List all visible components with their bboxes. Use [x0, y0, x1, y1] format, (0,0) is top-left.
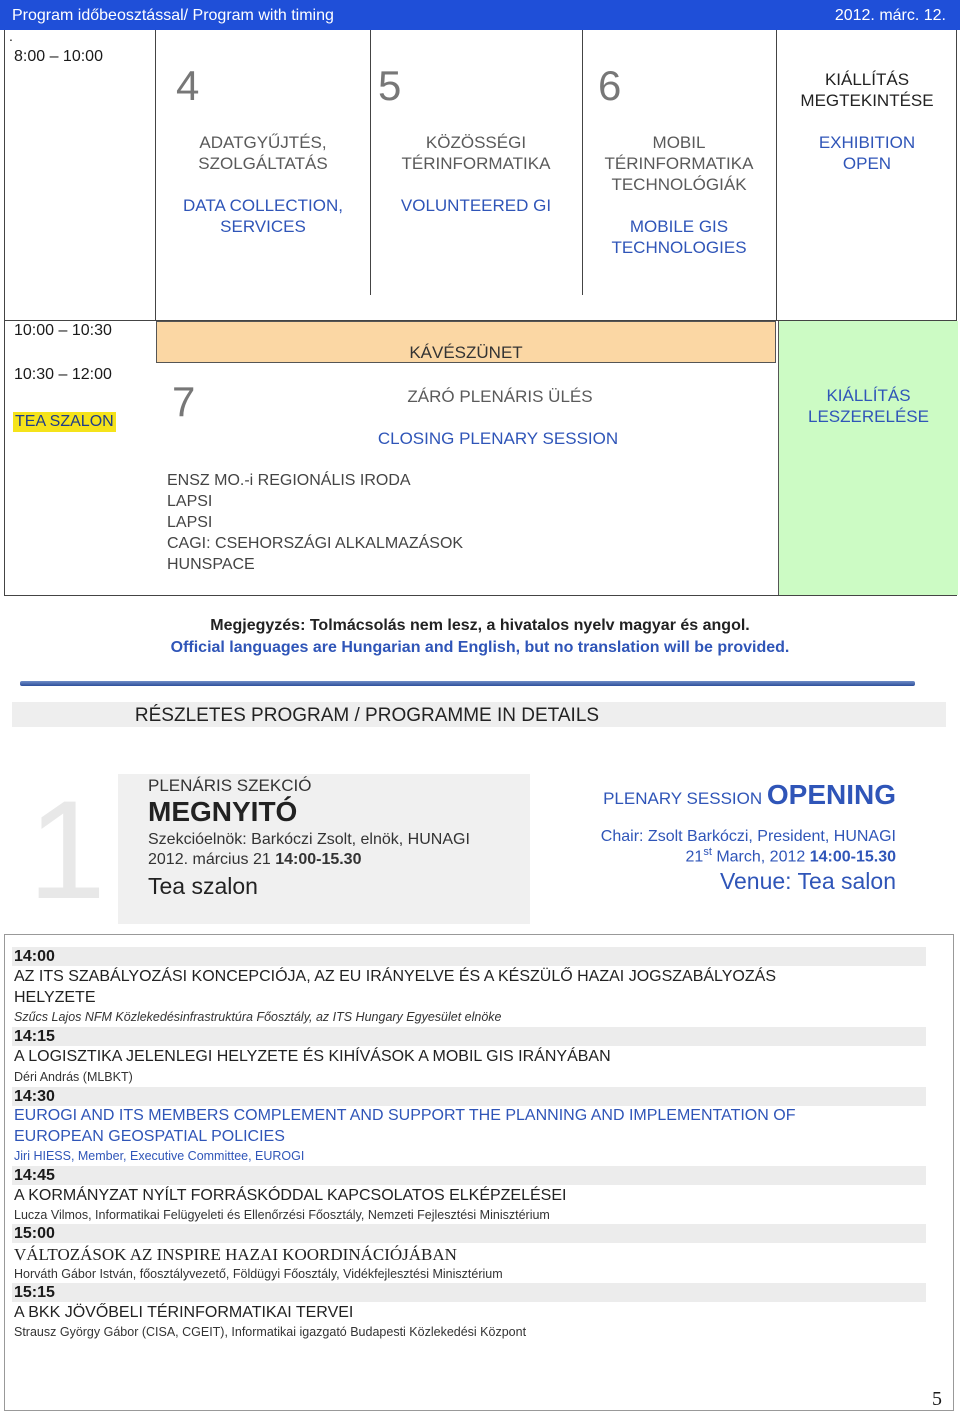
note-english: Official languages are Hungarian and English, but no translation will be provided.: [170, 639, 790, 656]
session-4-title-hu: [158, 132, 368, 174]
opening-hu-date-prefix: 2012. március 21: [148, 851, 276, 868]
dot-mark: .: [9, 28, 13, 44]
opening-en-heading: [540, 776, 896, 818]
closing-list-item: HUNSPACE: [167, 556, 255, 573]
session-5-hu-line2: TÉRINFORMATIKA: [401, 154, 551, 173]
session-number-5: 5: [378, 62, 402, 109]
session-6-en-line2: TECHNOLOGIES: [611, 238, 747, 257]
talk-time: 15:15: [14, 1284, 55, 1301]
session-number-4: 4: [176, 62, 200, 109]
talk-title: AZ ITS SZABÁLYOZÁSI KONCEPCIÓJA, AZ EU IRÁNYELVE ÉS A KÉSZÜLŐ HAZAI JOGSZABÁLYOZÁS: [14, 968, 776, 985]
session-6-hu-line1: MOBIL: [652, 133, 706, 152]
time-bar: [12, 1166, 926, 1185]
coffee-break-label: KÁVÉSZÜNET: [409, 343, 523, 362]
closing-list: [167, 470, 463, 575]
grid-border-left: [4, 30, 5, 595]
opening-en-venue: Venue: Tea salon: [719, 868, 896, 895]
details-title: RÉSZLETES PROGRAM / PROGRAMME IN DETAILS: [134, 705, 600, 726]
section-divider: [20, 681, 915, 686]
talk-title-cont: EUROPEAN GEOSPATIAL POLICIES: [14, 1128, 285, 1145]
grid-col-divider-4: [776, 30, 777, 320]
session-6-title-hu: [584, 132, 774, 195]
session-4-hu-line2: SZOLGÁLTATÁS: [198, 154, 328, 173]
talk-speaker: Lucza Vilmos, Informatikai Felügyeleti és Ellenőrzési Főosztály, Nemzeti Fejlesztési Minisztérium: [14, 1208, 550, 1222]
talk-time: 14:45: [14, 1167, 55, 1184]
grid-border-bottom: [4, 595, 957, 596]
session-5-en-line1: VOLUNTEERED GI: [400, 196, 552, 215]
talk-time: 14:30: [14, 1088, 55, 1105]
opening-en-time: 14:00-15.30: [809, 848, 896, 866]
talk-speaker: Strausz György Gábor (CISA, CGEIT), Informatikai igazgató Budapesti Közlekedési Központ: [14, 1325, 527, 1339]
opening-hu-label: PLENÁRIS SZEKCIÓ: [148, 776, 312, 795]
opening-en-label: PLENARY SESSION: [603, 789, 767, 808]
time-bar: [12, 1224, 926, 1243]
exhibition-close-label: [779, 385, 958, 427]
opening-en-day-suffix: st: [703, 846, 712, 858]
opening-hu-venue: Tea szalon: [148, 873, 258, 899]
note-hungarian: Megjegyzés: Tolmácsolás nem lesz, a hivatalos nyelv magyar és angol.: [210, 617, 750, 634]
coffee-break-bar: [156, 321, 776, 363]
closing-list-item: ENSZ MO.-i REGIONÁLIS IRODA: [167, 472, 411, 489]
talk-time: 14:15: [14, 1028, 55, 1045]
talk-title: A KORMÁNYZAT NYÍLT FORRÁSKÓDDAL KAPCSOLATOS ELKÉPZELÉSEI: [14, 1187, 567, 1204]
talk-speaker: Horváth Gábor István, főosztályvezető, Földügyi Főosztály, Vidékfejlesztési Minisztérium: [14, 1267, 503, 1281]
closing-session-en: CLOSING PLENARY SESSION: [377, 429, 619, 448]
session-5-hu-line1: KÖZÖSSÉGI: [425, 133, 527, 152]
session-number-1: 1: [28, 771, 106, 928]
session-4-title-en: [158, 195, 368, 237]
session-4-en-line1: DATA COLLECTION,: [183, 196, 343, 215]
session-number-7: 7: [172, 378, 196, 425]
header-title: Program időbeosztással/ Program with timing: [12, 7, 334, 24]
exhibition-open-hu: [778, 69, 956, 111]
talk-title: EUROGI AND ITS MEMBERS COMPLEMENT AND SUPPORT THE PLANNING AND IMPLEMENTATION OF: [14, 1107, 796, 1124]
time-slot-3: 10:30 – 12:00: [14, 366, 112, 383]
opening-en-date: [540, 846, 896, 866]
talk-speaker: Déri András (MLBKT): [14, 1070, 133, 1084]
closing-list-item: LAPSI: [167, 493, 213, 510]
opening-hu-date: [148, 851, 361, 869]
opening-en-chair: Chair: Zsolt Barkóczi, President, HUNAGI: [600, 828, 896, 845]
session-5-title-en: [372, 195, 580, 216]
grid-col-divider-3: [582, 30, 583, 295]
session-6-en-line1: MOBILE GIS: [629, 217, 729, 236]
exhibition-open-en-line1: EXHIBITION: [818, 133, 916, 152]
closing-list-item: LAPSI: [167, 514, 213, 531]
exhibition-open-hu-line1: KIÁLLÍTÁS: [824, 70, 910, 89]
talk-title-cont: HELYZETE: [14, 989, 96, 1006]
talk-time: 15:00: [14, 1225, 55, 1242]
session-6-hu-line2: TÉRINFORMATIKA: [604, 154, 754, 173]
opening-en-block: [540, 776, 896, 895]
header-date: 2012. márc. 12.: [834, 7, 946, 24]
opening-en-date-rest: March, 2012: [711, 848, 810, 866]
exhibition-open-en-line2: OPEN: [842, 154, 892, 173]
time-slot-2: 10:00 – 10:30: [14, 322, 112, 339]
page-number: 5: [932, 1388, 942, 1410]
opening-hu-chair: Szekcióelnök: Barkóczi Zsolt, elnök, HUNAGI: [148, 831, 470, 848]
session-5-title-hu: [372, 132, 580, 174]
closing-list-item: CAGI: CSEHORSZÁGI ALKALMAZÁSOK: [167, 535, 464, 552]
talk-speaker: Jiri HIESS, Member, Executive Committee, EUROGI: [14, 1149, 305, 1163]
time-bar: [12, 1283, 926, 1302]
closing-session-hu: ZÁRÓ PLENÁRIS ÜLÉS: [407, 387, 593, 406]
exhibition-close-cell: [778, 321, 958, 595]
time-slot-1: 8:00 – 10:00: [14, 48, 103, 65]
grid-col-divider-2: [370, 30, 371, 295]
opening-en-day: 21: [685, 848, 704, 866]
talk-title: A BKK JÖVŐBELI TÉRINFORMATIKAI TERVEI: [14, 1304, 354, 1321]
session-4-en-line2: SERVICES: [220, 217, 306, 236]
session-4-hu-line1: ADATGYŰJTÉS,: [199, 133, 327, 152]
page-header: [0, 0, 960, 30]
exhibition-close-line1: KIÁLLÍTÁS: [826, 386, 911, 405]
talk-title: VÁLTOZÁSOK AZ INSPIRE HAZAI KOORDINÁCIÓJÁBAN: [14, 1245, 457, 1264]
opening-en-title: OPENING: [766, 779, 896, 810]
session-6-title-en: [584, 216, 774, 258]
exhibition-open-en: [778, 132, 956, 174]
opening-hu-box: [118, 774, 530, 924]
time-bar: [12, 1027, 926, 1046]
talk-title: A LOGISZTIKA JELENLEGI HELYZETE ÉS KIHÍVÁSOK A MOBIL GIS IRÁNYÁBAN: [14, 1048, 611, 1065]
opening-hu-time: 14:00-15.30: [275, 851, 362, 868]
session-number-6: 6: [598, 62, 622, 109]
grid-col-divider-1: [155, 30, 156, 320]
exhibition-open-hu-line2: MEGTEKINTÉSE: [800, 91, 934, 110]
tea-salon-tag: TEA SZALON: [15, 413, 114, 430]
talk-time: 14:00: [14, 948, 55, 965]
time-bar: [12, 947, 926, 966]
exhibition-close-line2: LESZERELÉSE: [808, 407, 929, 426]
opening-hu-title: MEGNYITÓ: [148, 796, 298, 827]
session-6-hu-line3: TECHNOLÓGIÁK: [611, 175, 747, 194]
talk-speaker: Szűcs Lajos NFM Közlekedésinfrastruktúra Főosztály, az ITS Hungary Egyesület elnöke: [14, 1010, 502, 1024]
time-bar: [12, 1087, 926, 1106]
